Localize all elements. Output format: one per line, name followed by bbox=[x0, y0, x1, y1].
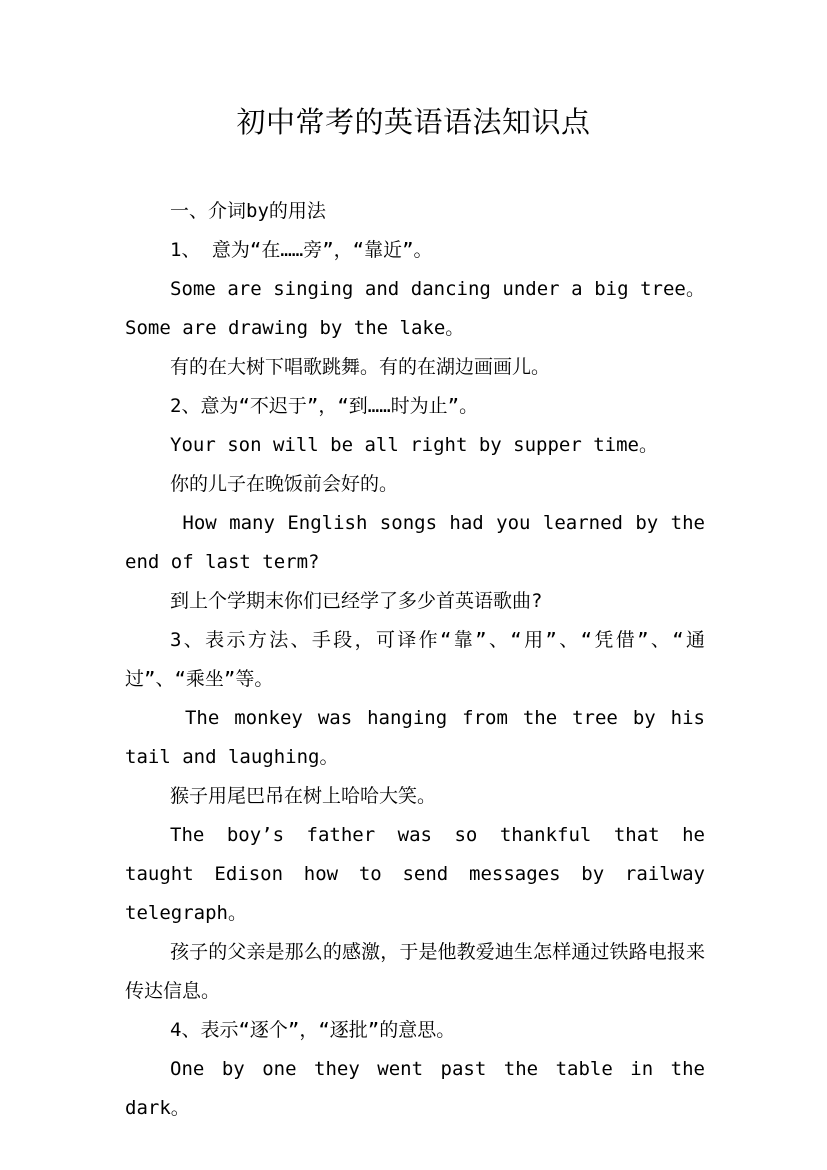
paragraph: 有的在大树下唱歌跳舞。有的在湖边画画儿。 bbox=[170, 356, 551, 378]
paragraph: The monkey was hanging from the tree by his tail and laughing。 bbox=[125, 707, 717, 768]
paragraph: 你的儿子在晚饭前会好的。 bbox=[170, 473, 399, 495]
paragraph: 1、 意为“在……旁”，“靠近”。 bbox=[170, 239, 433, 261]
paragraph: The boy’s father was so thankful that he taught Edison how to send messages by railway telegraph。 bbox=[125, 824, 717, 924]
paragraph: How many English songs had you learned by the end of last term? bbox=[125, 512, 717, 573]
document-title: 初中常考的英语语法知识点 bbox=[236, 105, 591, 139]
paragraph: 3、表示方法、手段，可译作“靠”、“用”、“凭借”、“通过”、“乘坐”等。 bbox=[125, 629, 705, 690]
document-body bbox=[125, 192, 717, 1128]
paragraph: Some are singing and dancing under a big tree。Some are drawing by the lake。 bbox=[125, 278, 705, 339]
paragraph: One by one they went past the table in the dark。 bbox=[125, 1058, 717, 1119]
paragraph: Your son will be all right by supper time。 bbox=[170, 434, 658, 456]
paragraph: 4、表示“逐个”，“逐批”的意思。 bbox=[170, 1019, 456, 1041]
paragraph: 猴子用尾巴吊在树上哈哈大笑。 bbox=[170, 785, 437, 807]
paragraph: 到上个学期末你们已经学了多少首英语歌曲? bbox=[170, 590, 543, 612]
paragraph: 孩子的父亲是那么的感激，于是他教爱迪生怎样通过铁路电报来传达信息。 bbox=[125, 941, 705, 1002]
paragraph: 2、意为“不迟于”，“到……时为止”。 bbox=[170, 395, 479, 417]
paragraph: 一、介词by的用法 bbox=[170, 200, 326, 222]
